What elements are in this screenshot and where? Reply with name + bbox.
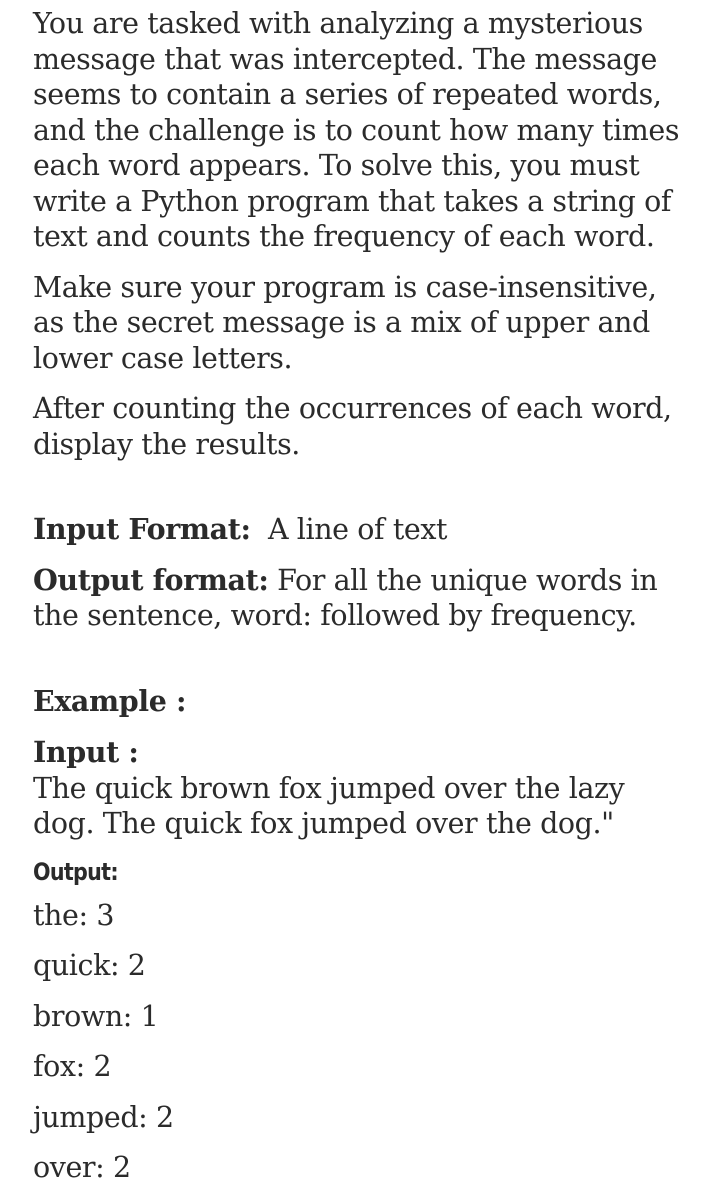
output-line-fox: fox: 2 [33,1050,112,1083]
input-format-label: Input Format: [33,512,251,546]
output-line-brown: brown: 1 [33,999,159,1033]
example-input-text: The quick brown fox jumped over the lazy dog. The quick fox jumped over the dog." [33,771,625,840]
output-format-label: Output format: [33,562,269,597]
output-format-value: For all the unique words in the sentence, word: followed by frequency. [33,563,658,632]
input-format-value: A line of text [267,513,448,546]
example-output-list [33,898,694,1186]
input-format [33,512,694,548]
example-input-heading: Input : [33,735,139,769]
example-heading: Example : [33,683,187,718]
output-line-quick: quick: 2 [33,949,146,982]
output-format [33,563,694,634]
output-line-jumped: jumped: 2 [33,1100,174,1134]
intro-paragraph-3: After counting the occurrences of each word, display the results. [33,392,672,461]
intro-paragraph-2: Make sure your program is case-insensitive, as the secret message is a mix of upper and lower case letters. [33,270,657,375]
intro-paragraph-1: You are tasked with analyzing a mysterious message that was intercepted. The message seems to contain a series of repeated words, and the challenge is to count how many times each word appears. To solve this, you must write a Python program that takes a string of text and counts the frequency of each word. [33,7,680,253]
output-line-the: the: 3 [33,898,115,932]
example-output-heading: Output: [33,857,118,886]
output-line-over: over: 2 [33,1151,131,1184]
